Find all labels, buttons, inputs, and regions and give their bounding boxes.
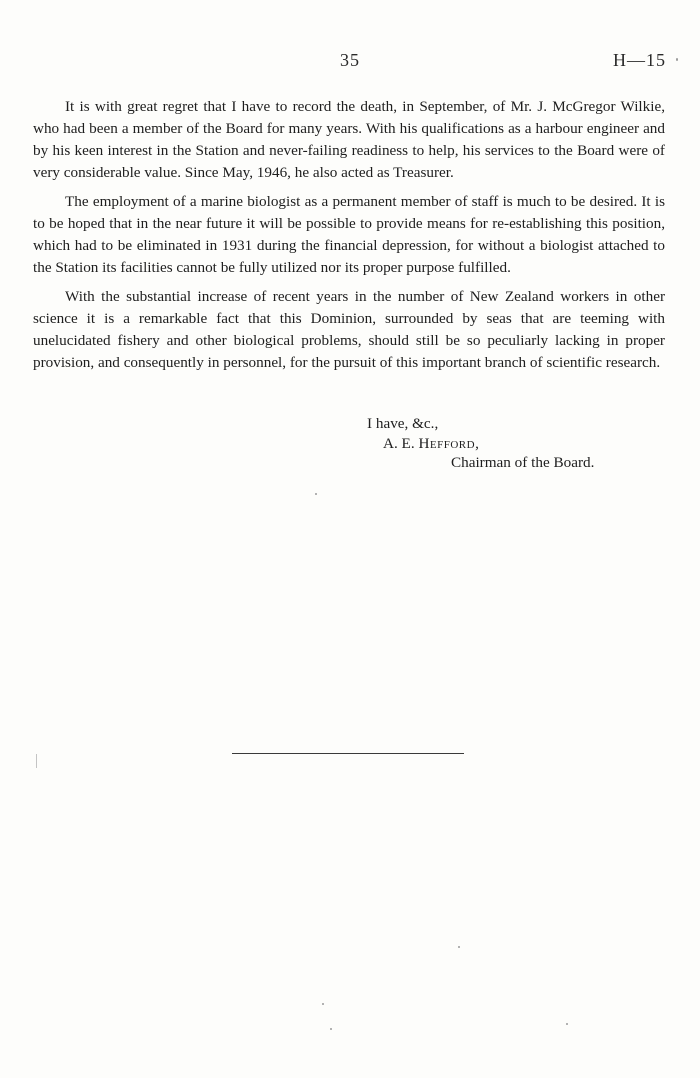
scan-speck [330, 1028, 332, 1030]
signature-line [33, 434, 665, 454]
closing-salutation: I have, &c., [367, 415, 439, 432]
paragraph-marine-biologist: The employment of a marine biologist as a permanent member of staff is much to be desired. It is to be hoped that in the near future it will be possible to provide means for re-establishing this position, which had to be eliminated in 1931 during the financial depression, for without a biologist attached to the Station its facilities cannot be fully utilized nor its proper purpose fulfilled. [33, 193, 665, 276]
report-body [33, 96, 665, 381]
document-reference: H—15 [613, 50, 666, 70]
signatory-initials: A. E. [383, 434, 419, 452]
paragraph-research-provision: With the substantial increase of recent years in the number of New Zealand workers in other science it is a remarkable fact that this Dominion, surrounded by seas that are teeming with unelucidated fishery and other biological problems, should still be so peculiarly lacking in proper provision, and consequently in personnel, for the pursuit of this important branch of scientific research. [33, 288, 665, 371]
scan-speck [36, 754, 37, 768]
paragraph-wilkie-obituary: It is with great regret that I have to record the death, in September, of Mr. J. McGregor Wilkie, who had been a member of the Board for many years. With his qualifications as a harbour engineer and by his keen interest in the Station and never-failing readiness to help, his services to the Board were of very considerable value. Since May, 1946, he also acted as Treasurer. [33, 98, 665, 181]
scan-speck [315, 493, 317, 495]
scan-speck [322, 1003, 324, 1005]
signatory-surname: Hefford, [418, 434, 480, 452]
page-number: 35 [340, 50, 360, 70]
section-divider-rule [232, 753, 464, 754]
scan-speck [676, 58, 678, 61]
letter-closing [33, 414, 665, 473]
scan-speck [566, 1023, 568, 1025]
scan-speck [458, 946, 460, 948]
signatory-title: Chairman of the Board. [451, 454, 595, 471]
